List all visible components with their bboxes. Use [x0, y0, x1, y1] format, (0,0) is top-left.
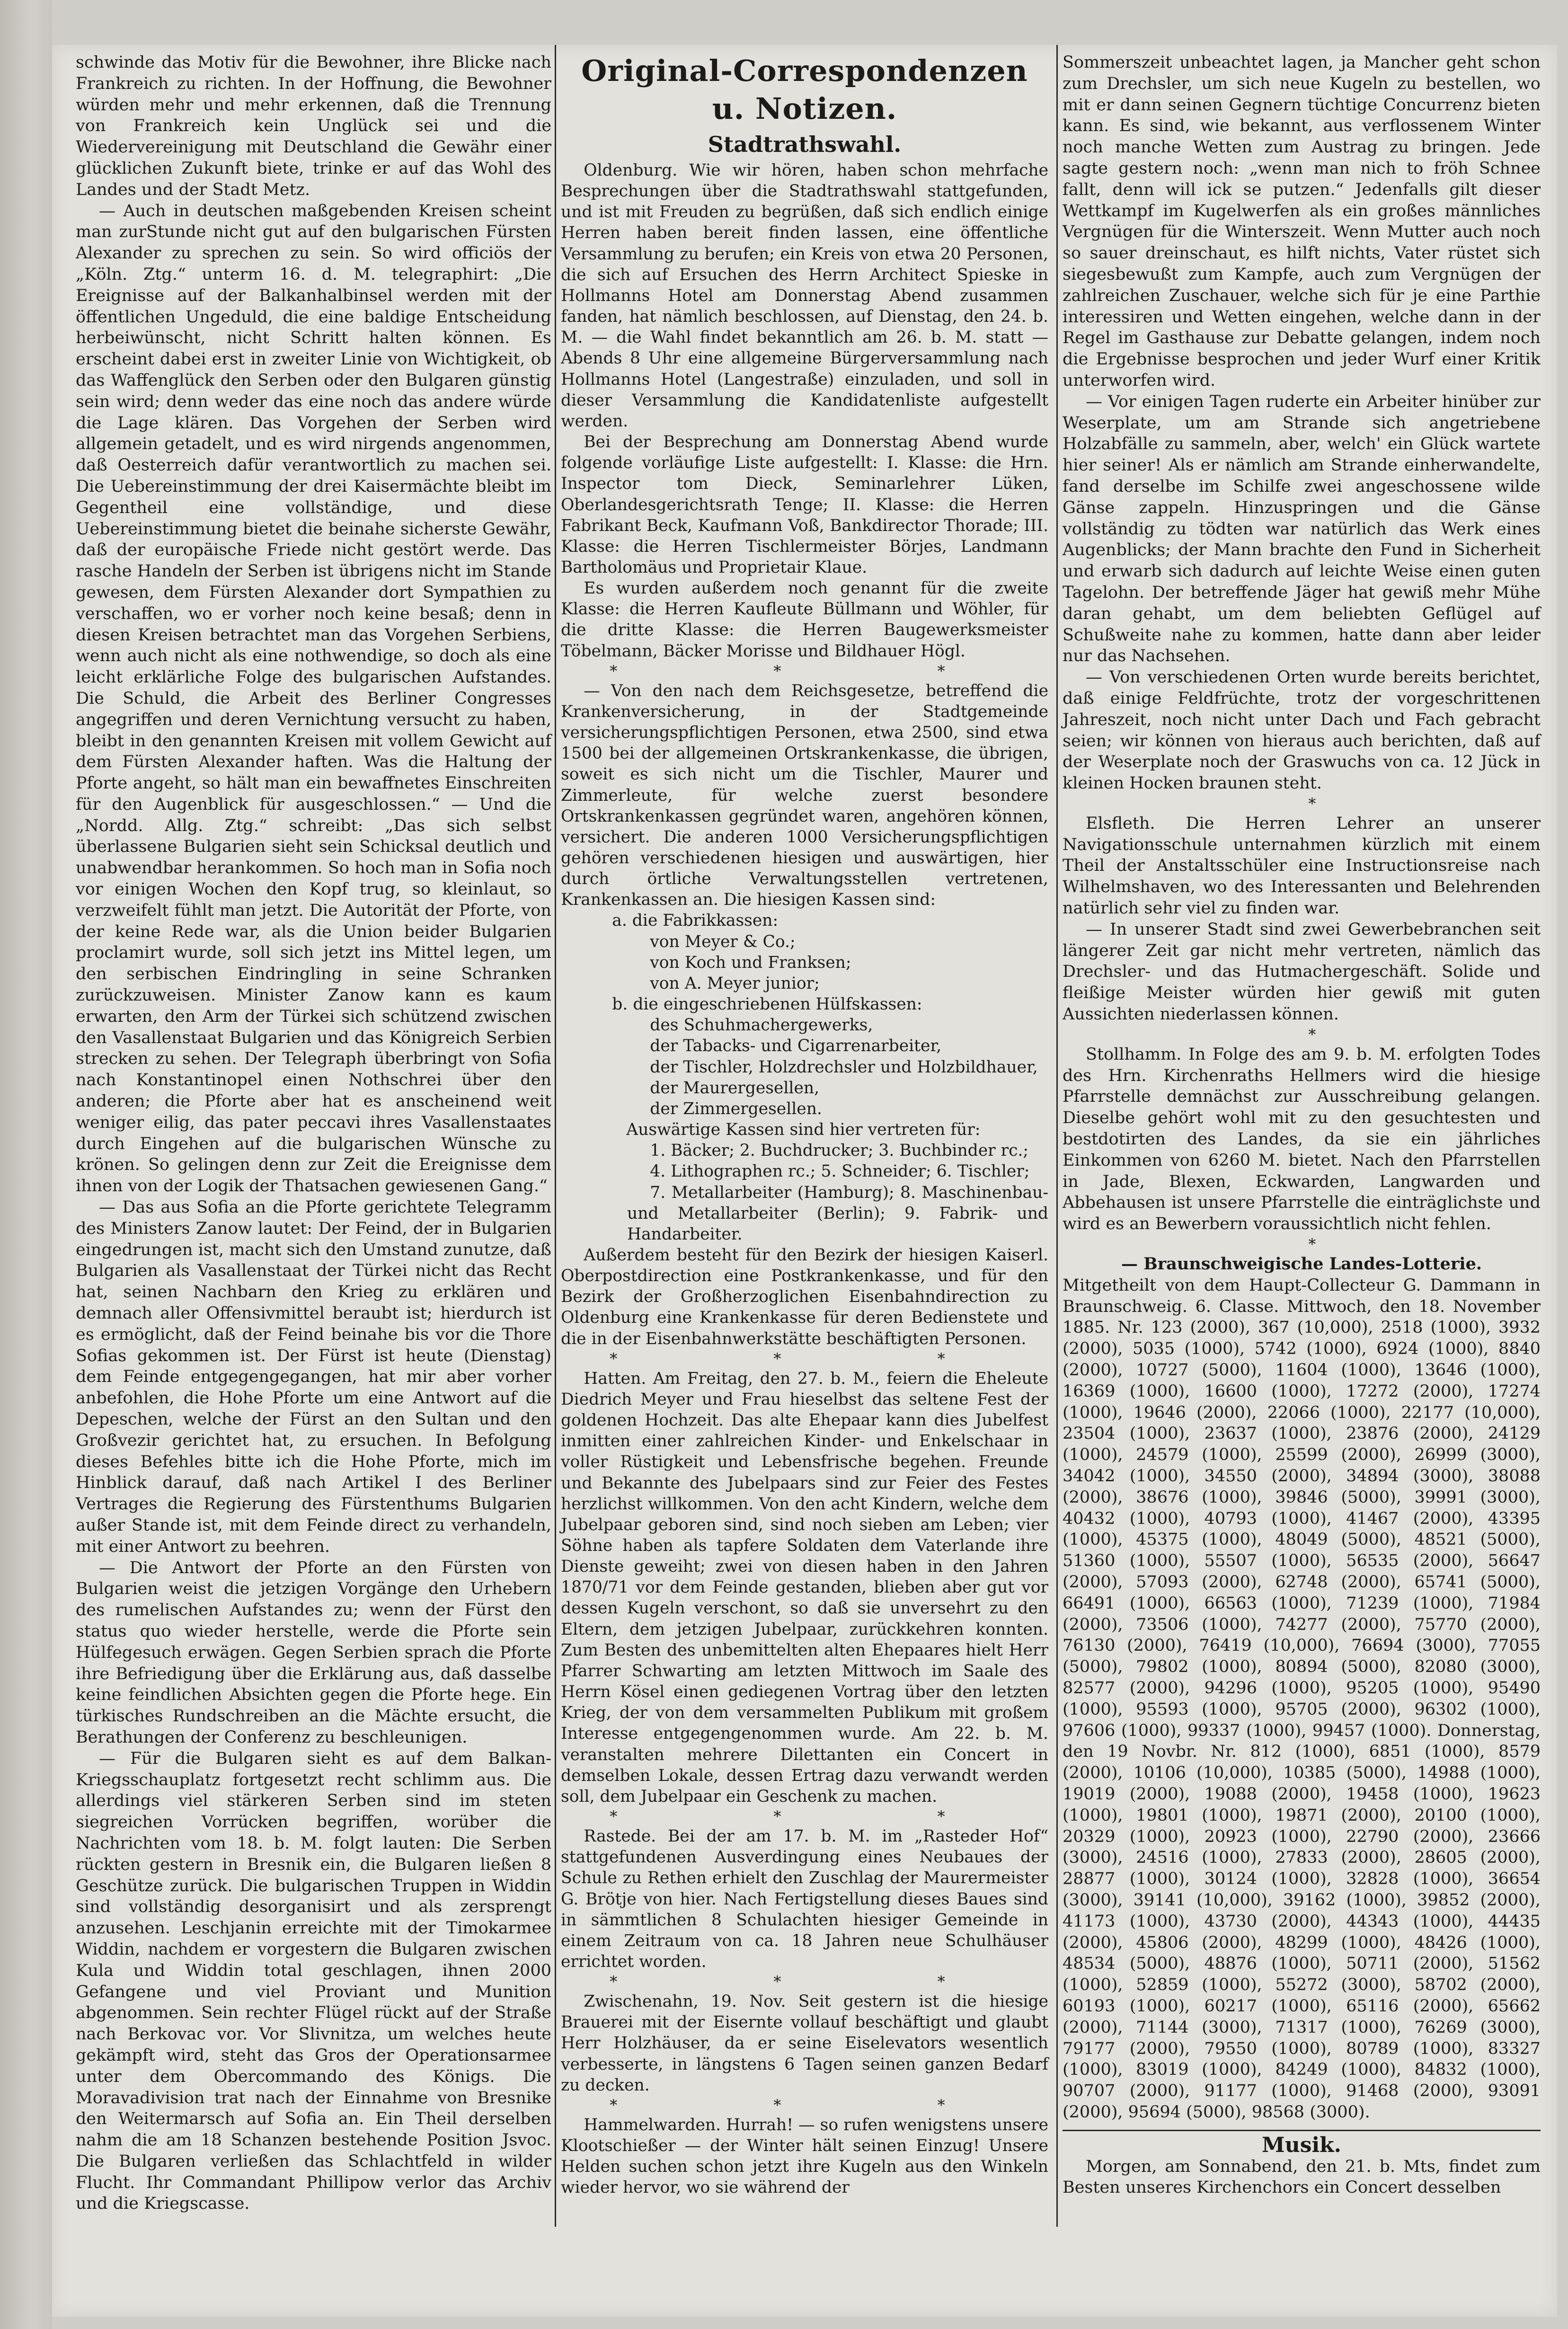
- article-metz-continued: schwinde das Motiv für die Bewohner, ihre Blicke nach Frankreich zu richten. In der Hoffnung, die Bewohner würden mehr und mehr erkennen, daß die Trennung von Frankreich kein Unglück sei und die Wiedervereinigung mit Deutschland die Gewähr einer glücklichen Zukunft biete, trinke er auf das Wohl des Landes und der Stadt Metz.: [76, 53, 551, 199]
- music-header: Musik.: [1262, 2133, 1341, 2157]
- lottery-header: — Braunschweigische Landes-Lotterie.: [1121, 1254, 1482, 1274]
- list-item: der Maurergesellen,: [650, 1078, 820, 1098]
- list-item: 1. Bäcker; 2. Buchdrucker; 3. Buchbinder rc.;: [650, 1141, 1029, 1160]
- column-local-news: [561, 52, 1048, 2198]
- list-item: 7. Metallarbeiter (Hamburg); 8. Maschinenbau- und Metallarbeiter (Berlin); 9. Fabrik- und Handarbeiter.: [627, 1183, 1048, 1244]
- book-binding-edge: [0, 0, 52, 2329]
- lottery-results: Mitgetheilt von dem Haupt-Collecteur G. Dammann in Braunschweig. 6. Classe. Mittwoch, den 18. November 1885. Nr. 123 (2000), 367 (10,000), 2518 (1000), 3932 (2000), 5035 (1000), 5742 (1000), 6924 (1000), 8840 (2000), 10727 (5000), 11604 (1000), 13646 (1000), 16369 (1000), 16600 (1000), 17272 (2000), 17274 (1000), 19646 (2000), 22066 (1000), 22177 (10,000), 23504 (1000), 23637 (1000), 23876 (2000), 24129 (1000), 24579 (1000), 25599 (2000), 26999 (3000), 34042 (1000), 34550 (2000), 34894 (3000), 38088 (2000), 38676 (1000), 39846 (5000), 39991 (3000), 40432 (1000), 40793 (1000), 41467 (2000), 43395 (1000), 45375 (1000), 48049 (5000), 48521 (5000), 51360 (1000), 55507 (1000), 56535 (2000), 56647 (2000), 57093 (2000), 62748 (2000), 65741 (5000), 66491 (1000), 66563 (1000), 71239 (1000), 71984 (2000), 73506 (1000), 74277 (2000), 75770 (2000), 76130 (2000), 76419 (10,000), 76694 (3000), 77055 (5000), 79802 (1000), 80894 (5000), 82080 (3000), 82577 (2000), 94296 (1000), 95205 (1000), 95490 (1000), 95593 (1000), 95705 (2000), 96302 (1000), 97606 (1000), 99337 (1000), 99457 (1000). Donnerstag, den 19 Novbr. Nr. 812 (1000), 6851 (1000), 8579 (2000), 10106 (10,000), 10385 (5000), 14988 (1000), 19019 (2000), 19088 (2000), 19458 (1000), 19623 (1000), 19801 (1000), 19871 (2000), 20100 (1000), 20329 (1000), 20923 (1000), 22790 (2000), 23666 (3000), 24516 (1000), 27833 (2000), 28605 (2000), 28877 (1000), 30124 (1000), 32828 (1000), 36654 (3000), 39141 (10,000), 39162 (1000), 39852 (2000), 41173 (1000), 43730 (2000), 44343 (1000), 44435 (2000), 45806 (2000), 48299 (1000), 48426 (1000), 48534 (5000), 48876 (1000), 50711 (2000), 51562 (1000), 52859 (1000), 55272 (3000), 58702 (2000), 60193 (1000), 60217 (1000), 65116 (2000), 65662 (2000), 71144 (3000), 71317 (1000), 76269 (3000), 79177 (2000), 79550 (1000), 80789 (1000), 83327 (1000), 83019 (1000), 84249 (1000), 84832 (1000), 90707 (2000), 91177 (1000), 91468 (2000), 93091 (2000), 95694 (5000), 98568 (3000).: [1063, 1275, 1541, 2122]
- article-stollhamm-parish: Stollhamm. In Folge des am 9. b. M. erfolgten Todes des Hrn. Kirchenraths Hellmers wird die hiesige Pfarrstelle demnächst zur Ausschreibung gelangen. Dieselbe gehört wohl mit zu den gesuchtesten und bestdotirten des Landes, da sie ein jährliches Einkommen von 6260 M. bietet. Nach den Pfarrstellen in Jade, Blexen, Eckwarden, Langwarden und Abbehausen ist unsere Pfarrstelle die einträglichste und wird es an Bewerbern voraussichtlich nicht fehlen.: [1063, 1045, 1541, 1234]
- article-bulgarian-war: — Für die Bulgaren sieht es auf dem Balkan-Kriegsschauplatz fortgesetzt recht schlimm aus. Die allerdings viel stärkeren Serben sind im steten siegreichen Vorrücken begriffen, worüber die Nachrichten vom 18. b. M. folgt lauten: Die Serben rückten gestern in Bresnik ein, die Bulgaren ließen 8 Geschütze zurück. Die bulgarischen Truppen in Widdin sind vollständig desorganisirt und als zersprengt anzusehen. Leschjanin erreichte mit der Timokarmee Widdin, nachdem er vorgestern die Bulgaren zwischen Kula und Widdin total geschlagen, ihnen 2000 Gefangene und viel Proviant und Munition abgenommen. Sein rechter Flügel rückt auf der Straße nach Berkovac vor. Vor Slivnitza, um welches heute gekämpft wird, steht das Gros der Operationsarmee unter dem Obercommando des Königs. Die Moravadivision trat nach der Einnahme von Bresnike den Weitermarsch auf Sofia an. Ein Theil derselben nahm die am 18 Schanzen bestehende Position Jsvoc. Die Bulgaren verließen das Schlachtfeld in wilder Flucht. Ihr Commandant Phillipow verlor das Archiv und die Kriegscasse.: [76, 1749, 551, 2214]
- separator-star: *: [1308, 794, 1316, 813]
- section-header: Original-Correspondenzen u. Notizen.: [581, 53, 1028, 126]
- article-rastede-school: Rastede. Bei der am 17. b. M. im „Rasteder Hof“ stattgefundenen Ausverdingung eines Neubaues der Schule zu Rethen erhielt den Zuschlag der Maurermeister G. Brötje von hier. Nach Fertigstellung dieses Baues sind in sämmtlichen 8 Schulachten hiesiger Gemeinde in einem Zeitraum von ca. 18 Jahren neue Schulhäuser errichtet worden.: [561, 1827, 1048, 1971]
- list-item: von A. Meyer junior;: [650, 974, 820, 993]
- list-item: des Schuhmachergewerks,: [650, 1016, 873, 1035]
- list-item: b. die eingeschriebenen Hülfskassen:: [612, 995, 922, 1014]
- article-field-crops: — Von verschiedenen Orten wurde bereits berichtet, daß einige Feldfrüchte, trotz der vorgeschrittenen Jahreszeit, noch nicht unter Dach und Fach gebracht seien; wir können von hieraus auch berichten, daß auf der Weserplate noch der Graswuchs von ca. 12 Jück in kleinen Hocken braunen steht.: [1063, 668, 1541, 793]
- article-post-railway-funds: Außerdem besteht für den Bezirk der hiesigen Kaiserl. Oberpostdirection eine Postkrankenkasse, und für den Bezirk der Großherzoglichen Eisenbahndirection zu Oldenburg eine Krankenkasse für deren Bedienstete und die in der Eisenbahnwerkstätte beschäftigten Personen.: [561, 1245, 1048, 1348]
- article-sofia-telegram: — Das aus Sofia an die Pforte gerichtete Telegramm des Ministers Zanow lautet: Der Feind, der in Bulgarien eingedrungen ist, macht sich den Umstand zunutze, daß Bulgarien als Vasallenstaat der Türkei nicht das Recht hat, seinen Nachbarn den Krieg zu erklären und demnach aller Offensivmittel beraubt ist; hierdurch ist es ermöglicht, daß der Feind beinahe bis vor die Thore Sofias gekommen ist. Der Fürst ist heute (Dienstag) dem Feinde entgegengegangen, hat mir aber vorher anbefohlen, die Hohe Pforte um eine Antwort auf die Depeschen, welche der Fürst an den Sultan und den Großvezir gerichtet hat, zu ersuchen. In Befolgung dieses Befehles bitte ich die Hohe Pforte, mich im Hinblick darauf, daß nach Artikel I des Berliner Vertrages die Regierung des Fürstenthums Bulgarien außer Stande ist, mit dem Feinde direct zu verhandeln, mit einer Antwort zu beehren.: [76, 1198, 551, 1556]
- separator-stars: * * *: [610, 662, 1021, 680]
- article-german-circles: — Auch in deutschen maßgebenden Kreisen scheint man zurStunde nicht gut auf den bulgarischen Fürsten Alexander zu sprechen zu sein. So wird officiös der „Köln. Ztg.“ unterm 16. d. M. telegraphirt: „Die Ereignisse auf der Balkanhalbinsel werden mit der öffentlichen Ungeduld, die eine baldige Entscheidung herbeiwünscht, nicht Schritt halten können. Es erscheint dabei erst in zweiter Linie von Wichtigkeit, ob das Waffenglück den Serben oder den Bulgaren günstig sein wird; denn weder das eine noch das andere würde die Lage klären. Das Vorgehen der Serben wird allgemein getadelt, und es wird nirgends angenommen, daß Oesterreich dafür verantwortlich zu machen sei. Die Uebereinstimmung der drei Kaisermächte bleibt im Gegentheil eine vollständige, und diese Uebereinstimmung bietet die beinahe sicherste Gewähr, daß der europäische Friede nicht gestört werde. Das rasche Handeln der Serben ist übrigens nicht im Stande gewesen, dem Fürsten Alexander dort Sympathien zu verschaffen, wo er vorher noch keine besaß; denn in diesen Kreisen betrachtet man das Vorgehen Serbiens, wenn auch nicht als eine nothwendige, so doch als eine leicht erklärliche Folge des bulgarischen Aufstandes. Die Schuld, die Arbeit des Berliner Congresses angegriffen und deren Vernichtung versucht zu haben, bleibt in den genannten Kreisen mit vollem Gewicht auf dem Fürsten Alexander haften. Was die Haltung der Pforte angeht, so hält man ein bewaffnetes Einschreiten für den Augenblick für ausgeschlossen.“ — Und die „Nordd. Allg. Ztg.“ schreibt: „Das sich selbst überlassene Bulgarien sieht sein Schicksal deutlich und unabwendbar herankommen. So hoch man in Sofia noch vor einigen Wochen den Kopf trug, so kleinlaut, so verzweifelt fühlt man jetzt. Die Autorität der Pforte, von der keine Rede war, als die Union beider Bulgarien proclamirt wurde, soll sich jetzt ins Mittel legen, um den serbischen Eindringling in seine Schranken zurückzuweisen. Minister Zanow kann es kaum erwarten, den Arm der Türkei sich schützend zwischen den Vasallenstaat Bulgarien und das Königreich Serbien strecken zu sehen. Der Telegraph überbringt von Sofia nach Konstantinopel einen Nothschrei über den anderen; die Pforte aber hat es anscheinend weit weniger eilig, das pater peccavi ihres Vasallenstaates durch Eingehen auf die bulgarischen Wünsche zu krönen. So gelingen denn zur Zeit die Ereignisse dem ihnen von der Logik der Thatsachen gewiesenen Gang.“: [76, 201, 551, 1196]
- section-subheader: Stadtrathswahl.: [708, 132, 902, 157]
- article-hatten-golden-wedding: Hatten. Am Freitag, den 27. b. M., feiern die Eheleute Diedrich Meyer und Frau hieselbst das seltene Fest der goldenen Hochzeit. Das alte Ehepaar kann dies Jubelfest inmitten einer zahlreichen Kinder- und Enkelschaar in voller Rüstigkeit und Lebensfrische begehen. Freunde und Bekannte des Jubelpaars sind zur Feier des Festes herzlichst willkommen. Von den acht Kindern, welche dem Jubelpaar geboren sind, sind noch sieben am Leben; vier Söhne haben als tapfere Soldaten dem Vaterlande ihre Dienste geweiht; zwei von diesen haben in den Jahren 1870/71 vor dem Feinde gestanden, blieben aber gut vor dessen Kugeln verschont, so daß sie unversehrt zu den Eltern, dem jetzigen Jubelpaar, zurückkehren konnten. Zum Besten des unbemittelten alten Ehepaares hielt Herr Pfarrer Schwarting am letzten Mittwoch im Saale des Herrn Kösel einen gediegenen Vortrag über den letzten Krieg, der von dem versammelten Publikum mit großem Interesse entgegengenommen wurde. Am 22. b. M. veranstalten mehrere Dilettanten ein Concert in demselben Lokale, dessen Ertrag dazu verwandt werden soll, dem Jubelpaar ein Geschenk zu machen.: [561, 1369, 1048, 1806]
- article-music-concert: Morgen, am Sonnabend, den 21. b. Mts, findet zum Besten unseres Kirchenchors ein Concert desselben: [1063, 2157, 1541, 2197]
- list-item: von Koch und Franksen;: [650, 953, 851, 972]
- separator-stars: * * *: [610, 1349, 1021, 1368]
- list-item: von Meyer & Co.;: [650, 932, 796, 951]
- article-zwischenahn-ice: Zwischenahn, 19. Nov. Seit gestern ist die hiesige Brauerei mit der Eisernte vollauf beschäftigt und glaubt Herr Holzhäuser, da er seine Eiselevators wesentlich verbesserte, in längstens 6 Tagen seinen ganzen Bedarf zu decken.: [561, 1992, 1048, 2095]
- column-politics: [76, 52, 551, 2214]
- list-item: a. die Fabrikkassen:: [612, 911, 779, 930]
- article-hammelwarden-continued: Sommerszeit unbeachtet lagen, ja Mancher geht schon zum Drechsler, um sich neue Kugeln zu bestellen, wo mit er dann seinen Gegnern tüchtige Concurrenz bieten kann. Es sind, wie bekannt, aus verflossenem Winter noch manche Wetten zum Austrag zu bringen. Jede sagte gestern noch: „wenn man nich to fröh Schnee fallt, denn will ick se putzen.“ Jedenfalls gilt dieser Wettkampf im Kugelwerfen als ein großes männliches Vergnügen für die Winterszeit. Wenn Mutter auch noch so sauer dreinschaut, es hilft nichts, Vater rüstet sich siegesbewußt zum Kampfe, auch zum Vergnügen der zahlreichen Zuschauer, welche sich für je eine Parthie interessiren und Wetten eingehen, welche dann in der Regel im Gasthause zur Debatte gelangen, indem noch die Ergebnisse besprochen und jeder Wurf einer Kritik unterworfen wird.: [1063, 53, 1541, 390]
- separator-star: *: [1308, 1235, 1316, 1254]
- article-candidate-list: Bei der Besprechung am Donnerstag Abend wurde folgende vorläufige Liste aufgestellt: I. Klasse: die Hrn. Inspector tom Dieck, Seminarlehrer Lüken, Oberlandesgerichtsrath Tenge; II. Klasse: die Herren Fabrikant Beck, Kaufmann Voß, Bankdirector Thorade; III. Klasse: die Herren Tischlermeister Börjes, Landmann Bartholomäus und Proprietair Klaue.: [561, 433, 1048, 577]
- section-divider: [1063, 2130, 1541, 2131]
- column-rule-left: [555, 45, 556, 2227]
- separator-stars: * * *: [610, 1807, 1021, 1826]
- article-oldenburg-election: Oldenburg. Wie wir hören, haben schon mehrfache Besprechungen über die Stadtrathswahl stattgefunden, und ist mit Freuden zu begrüßen, daß sich endlich einige Herren haben bereit finden lassen, eine öffentliche Versammlung zu berufen; ein Kreis von etwa 20 Personen, die sich auf Ersuchen des Herrn Architect Spieske in Hollmanns Hotel am Donnerstag Abend zusammen fanden, hat nämlich beschlossen, auf Dienstag, den 24. b. M. — die Wahl findet bekanntlich am 26. b. M. statt — Abends 8 Uhr eine allgemeine Bürgerversammlung nach Hollmanns Hotel (Langestraße) einzuladen, und soll in dieser Versammlung die Kandidatenliste aufgestellt werden.: [561, 161, 1048, 431]
- article-health-insurance: — Von den nach dem Reichsgesetze, betreffend die Krankenversicherung, in der Stadtgemeinde versicherungspflichtigen Personen, etwa 2500, sind etwa 1500 bei der allgemeinen Ortskrankenkasse, die übrigen, soweit es sich nicht um die Tischler, Maurer und Zimmerleute, für welche zuerst besondere Ortskrankenkassen gegründet waren, angehören können, versichert. Die anderen 1000 Versicherungspflichtigen gehören verschiedenen hiesigen und auswärtigen, hier durch örtliche Verwaltungsstellen vertretenen, Krankenkassen an. Die hiesigen Kassen sind:: [561, 681, 1048, 910]
- column-regional-lottery: [1063, 52, 1541, 2198]
- list-item: 4. Lithographen rc.; 5. Schneider; 6. Tischler;: [650, 1162, 1030, 1181]
- article-elsfleth-navigation: Elsfleth. Die Herren Lehrer an unserer Navigationsschule unternahmen kürzlich mit einem Theil der Anstaltsschüler eine Instructionsreise nach Wilhelmshaven, wo des Interessanten und Belehrenden natürlich sehr viel zu finden war.: [1063, 814, 1541, 918]
- article-hammelwarden-klootschiesser: Hammelwarden. Hurrah! — so rufen wenigstens unsere Klootschießer — der Winter hält seinen Einzug! Unsere Helden suchen schon jetzt ihre Kugeln aus den Winkeln wieder hervor, wo sie während der: [561, 2115, 1048, 2197]
- list-item: Auswärtige Kassen sind hier vertreten für:: [626, 1120, 981, 1140]
- article-further-candidates: Es wurden außerdem noch genannt für die zweite Klasse: die Herren Kaufleute Büllmann und Wöhler, für die dritte Klasse: die Herren Baugewerksmeister Töbelmann, Bäcker Morisse und Bildhauer Högl.: [561, 579, 1048, 661]
- article-weserplate-geese: — Vor einigen Tagen ruderte ein Arbeiter hinüber zur Weserplate, um am Strande sich angetriebene Holzabfälle zu sammeln, aber, welch' ein Glück wartete hier seiner! Als er nämlich am Strande einherwandelte, fand derselbe im Schilfe zwei angeschossene wilde Gänse zappeln. Hinzuspringen und die Gänse vollständig zu tödten war natürlich das Werk eines Augenblicks; der Mann brachte den Fund in Sicherheit und erwarb sich dadurch auf leichte Weise einen guten Tagelohn. Der betreffende Jäger hat gewiß mehr Mühe daran gehabt, um dem beliebten Geflügel auf Schußweite nahe zu kommen, hatte dann aber leider nur das Nachsehen.: [1063, 392, 1541, 666]
- separator-stars: * * *: [610, 2096, 1021, 2114]
- list-item: der Zimmergesellen.: [650, 1099, 822, 1118]
- column-rule-right: [1056, 45, 1058, 2227]
- separator-stars: * * *: [610, 1973, 1021, 1991]
- separator-star: *: [1308, 1025, 1316, 1044]
- list-item: der Tischler, Holzdrechsler und Holzbildhauer,: [650, 1057, 1038, 1077]
- article-elsfleth-trades: — In unserer Stadt sind zwei Gewerbebranchen seit längerer Zeit gar nicht mehr vertreten, nämlich das Drechsler- und das Hutmachergeschäft. Solide und fleißige Meister würden hier gewiß mit guten Aussichten niederlassen können.: [1063, 920, 1541, 1024]
- list-item: der Tabacks- und Cigarrenarbeiter,: [650, 1036, 942, 1056]
- article-porte-answer: — Die Antwort der Pforte an den Fürsten von Bulgarien weist die jetzigen Vorgänge den Urhebern des rumelischen Aufstandes zu; wenn der Fürst den status quo wieder herstelle, werde die Pforte sein Hülfegesuch erwägen. Gegen Serbien sprach die Pforte ihre Befriedigung über die Erklärung aus, daß dasselbe keine feindlichen Absichten gegen die Pforte hege. Ein türkisches Rundschreiben an die Mächte ersucht, die Berathungen der Conferenz zu beschleunigen.: [76, 1558, 551, 1747]
